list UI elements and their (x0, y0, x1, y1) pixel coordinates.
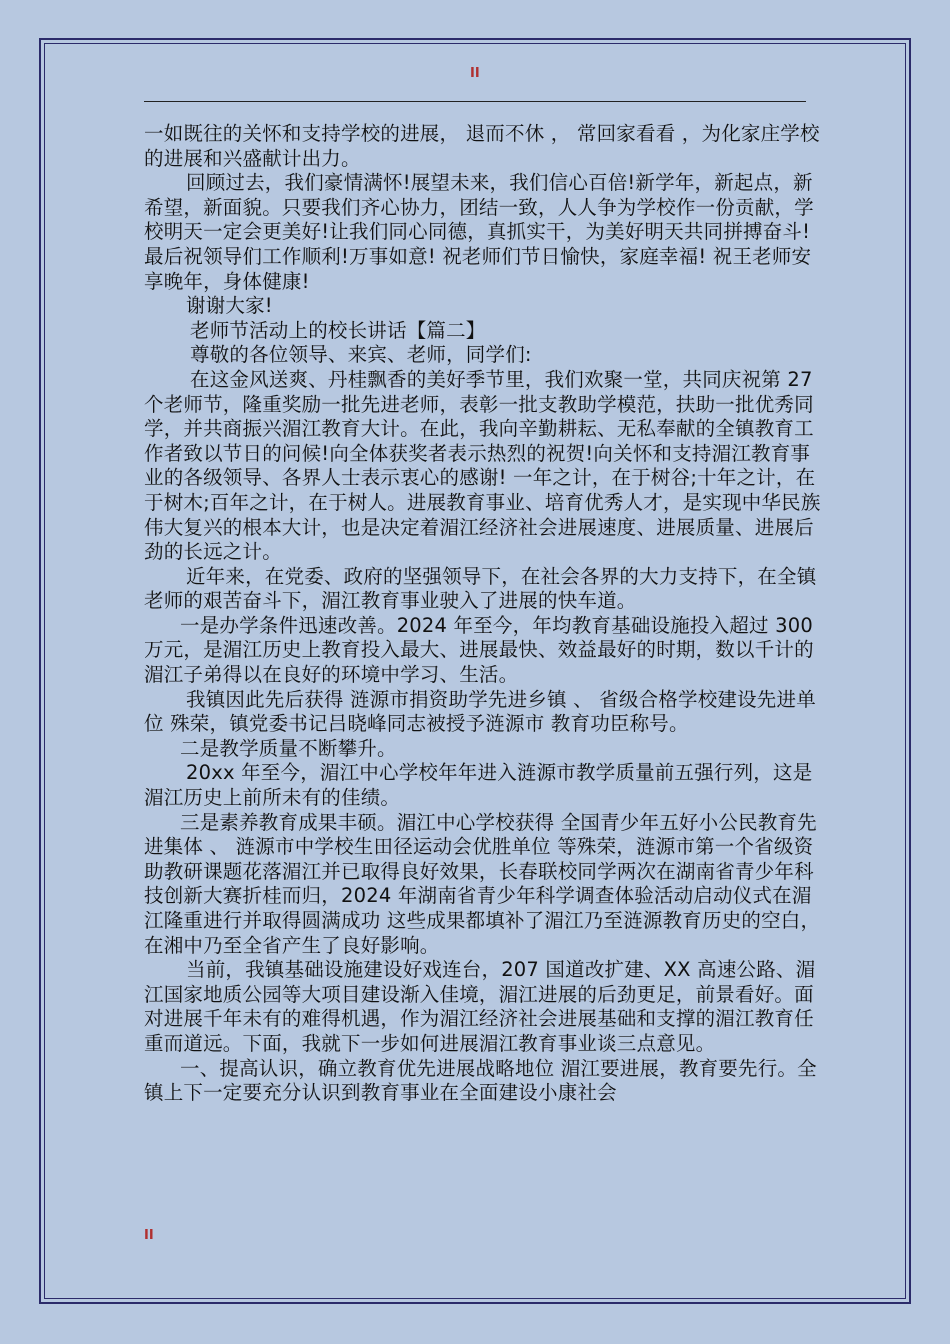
header-rule (144, 101, 806, 102)
paragraph-review: 回顾过去，我们豪情满怀!展望未来，我们信心百倍!新学年，新起点，新希望，新面貌。只要我们齐心协力，团结一致，人人争为学校作一份贡献，学校明天一定会更美好!让我们同心同德，真抓实干，为美好明天共同拼搏奋斗! 最后祝领导们工作顺利!万事如意! 祝老师们节日愉快，家庭幸福! 祝王老师安享晚年，身体健康! (144, 171, 814, 293)
paragraph-point-two: 二是教学质量不断攀升。 (180, 736, 397, 760)
paragraph-continuation: 一如既往的关怀和支持学校的进展， 退而不休 ， 常回家看看 ，为化家庄学校的进展和兴盛献计出力。 (144, 122, 820, 170)
section-title: 老师节活动上的校长讲话【篇二】 (190, 318, 486, 342)
paragraph-opinion-one: 一、提高认识，确立教育优先进展战略地位 湄江要进展，教育要先行。全镇上下一定要充分认识到教育事业在全面建设小康社会 (144, 1056, 817, 1105)
header-page-mark: II (470, 66, 480, 81)
paragraph-quality: 20xx 年至今，湄江中心学校年年进入涟源市教学质量前五强行列，这是湄江历史上前所未有的佳绩。 (144, 761, 813, 810)
paragraph-recent-years: 近年来，在党委、政府的坚强领导下，在社会各界的大力支持下，在全镇老师的艰苦奋斗下，湄江教育事业驶入了进展的快车道。 (144, 564, 817, 613)
paragraph-honors: 我镇因此先后获得 涟源市捐资助学先进乡镇 、 省级合格学校建设先进单位 殊荣，镇党委书记吕晓峰同志被授予涟源市 教育功臣称号。 (144, 687, 816, 736)
salutation: 尊敬的各位领导、来宾、老师，同学们: (190, 343, 532, 367)
paragraph-opening: 在这金风送爽、丹桂飘香的美好季节里，我们欢聚一堂，共同庆祝第 27 个老师节，隆重奖励一批先进老师，表彰一批支教助学模范，扶助一批优秀同学，并共商振兴湄江教育大计。在此，我向辛勤耕耘、无私奉献的全镇教育工作者致以节日的问候!向全体获奖者表示热烈的祝贺!向关怀和支持湄江教育事业的各级领导、各界人士表示衷心的感谢! 一年之计，在于树谷;十年之计，在于树木;百年之计，在于树人。进展教育事业、培育优秀人才，是实现中华民族伟大复兴的根本大计，也是决定着湄江经济社会进展速度、进展质量、进展后劲的长远之计。 (144, 367, 821, 564)
paragraph-thanks: 谢谢大家! (186, 294, 273, 318)
paragraph-current: 当前，我镇基础设施建设好戏连台，207 国道改扩建、XX 高速公路、湄江国家地质公园等大项目建设渐入佳境，湄江进展的后劲更足，前景看好。面对进展千年未有的难得机遇，作为湄江经济社会进展基础和支撑的湄江教育任重而道远。下面，我就下一步如何进展湄江教育事业谈三点意见。 (144, 958, 816, 1055)
paragraph-point-three: 三是素养教育成果丰硕。湄江中心学校获得 全国青少年五好小公民教育先进集体 、 涟源市中学校生田径运动会优胜单位 等殊荣，涟源市第一个省级资助教研课题花落湄江并已取得良好效果，长春联校同学两次在湖南省青少年科技创新大赛折桂而归，2024 年湖南省青少年科学调查体验活动启动仪式在湄江隆重进行并取得圆满成功 这些成果都填补了湄江乃至涟源教育历史的空白，在湘中乃至全省产生了良好影响。 (144, 810, 821, 957)
paragraph-point-one: 一是办学条件迅速改善。2024 年至今，年均教育基础设施投入超过 300 万元，是湄江历史上教育投入最大、进展最快、效益最好的时期，数以千计的湄江子弟得以在良好的环境中学习、生活。 (144, 613, 814, 687)
document-body (144, 122, 824, 1106)
footer-page-mark: II (144, 1228, 154, 1243)
